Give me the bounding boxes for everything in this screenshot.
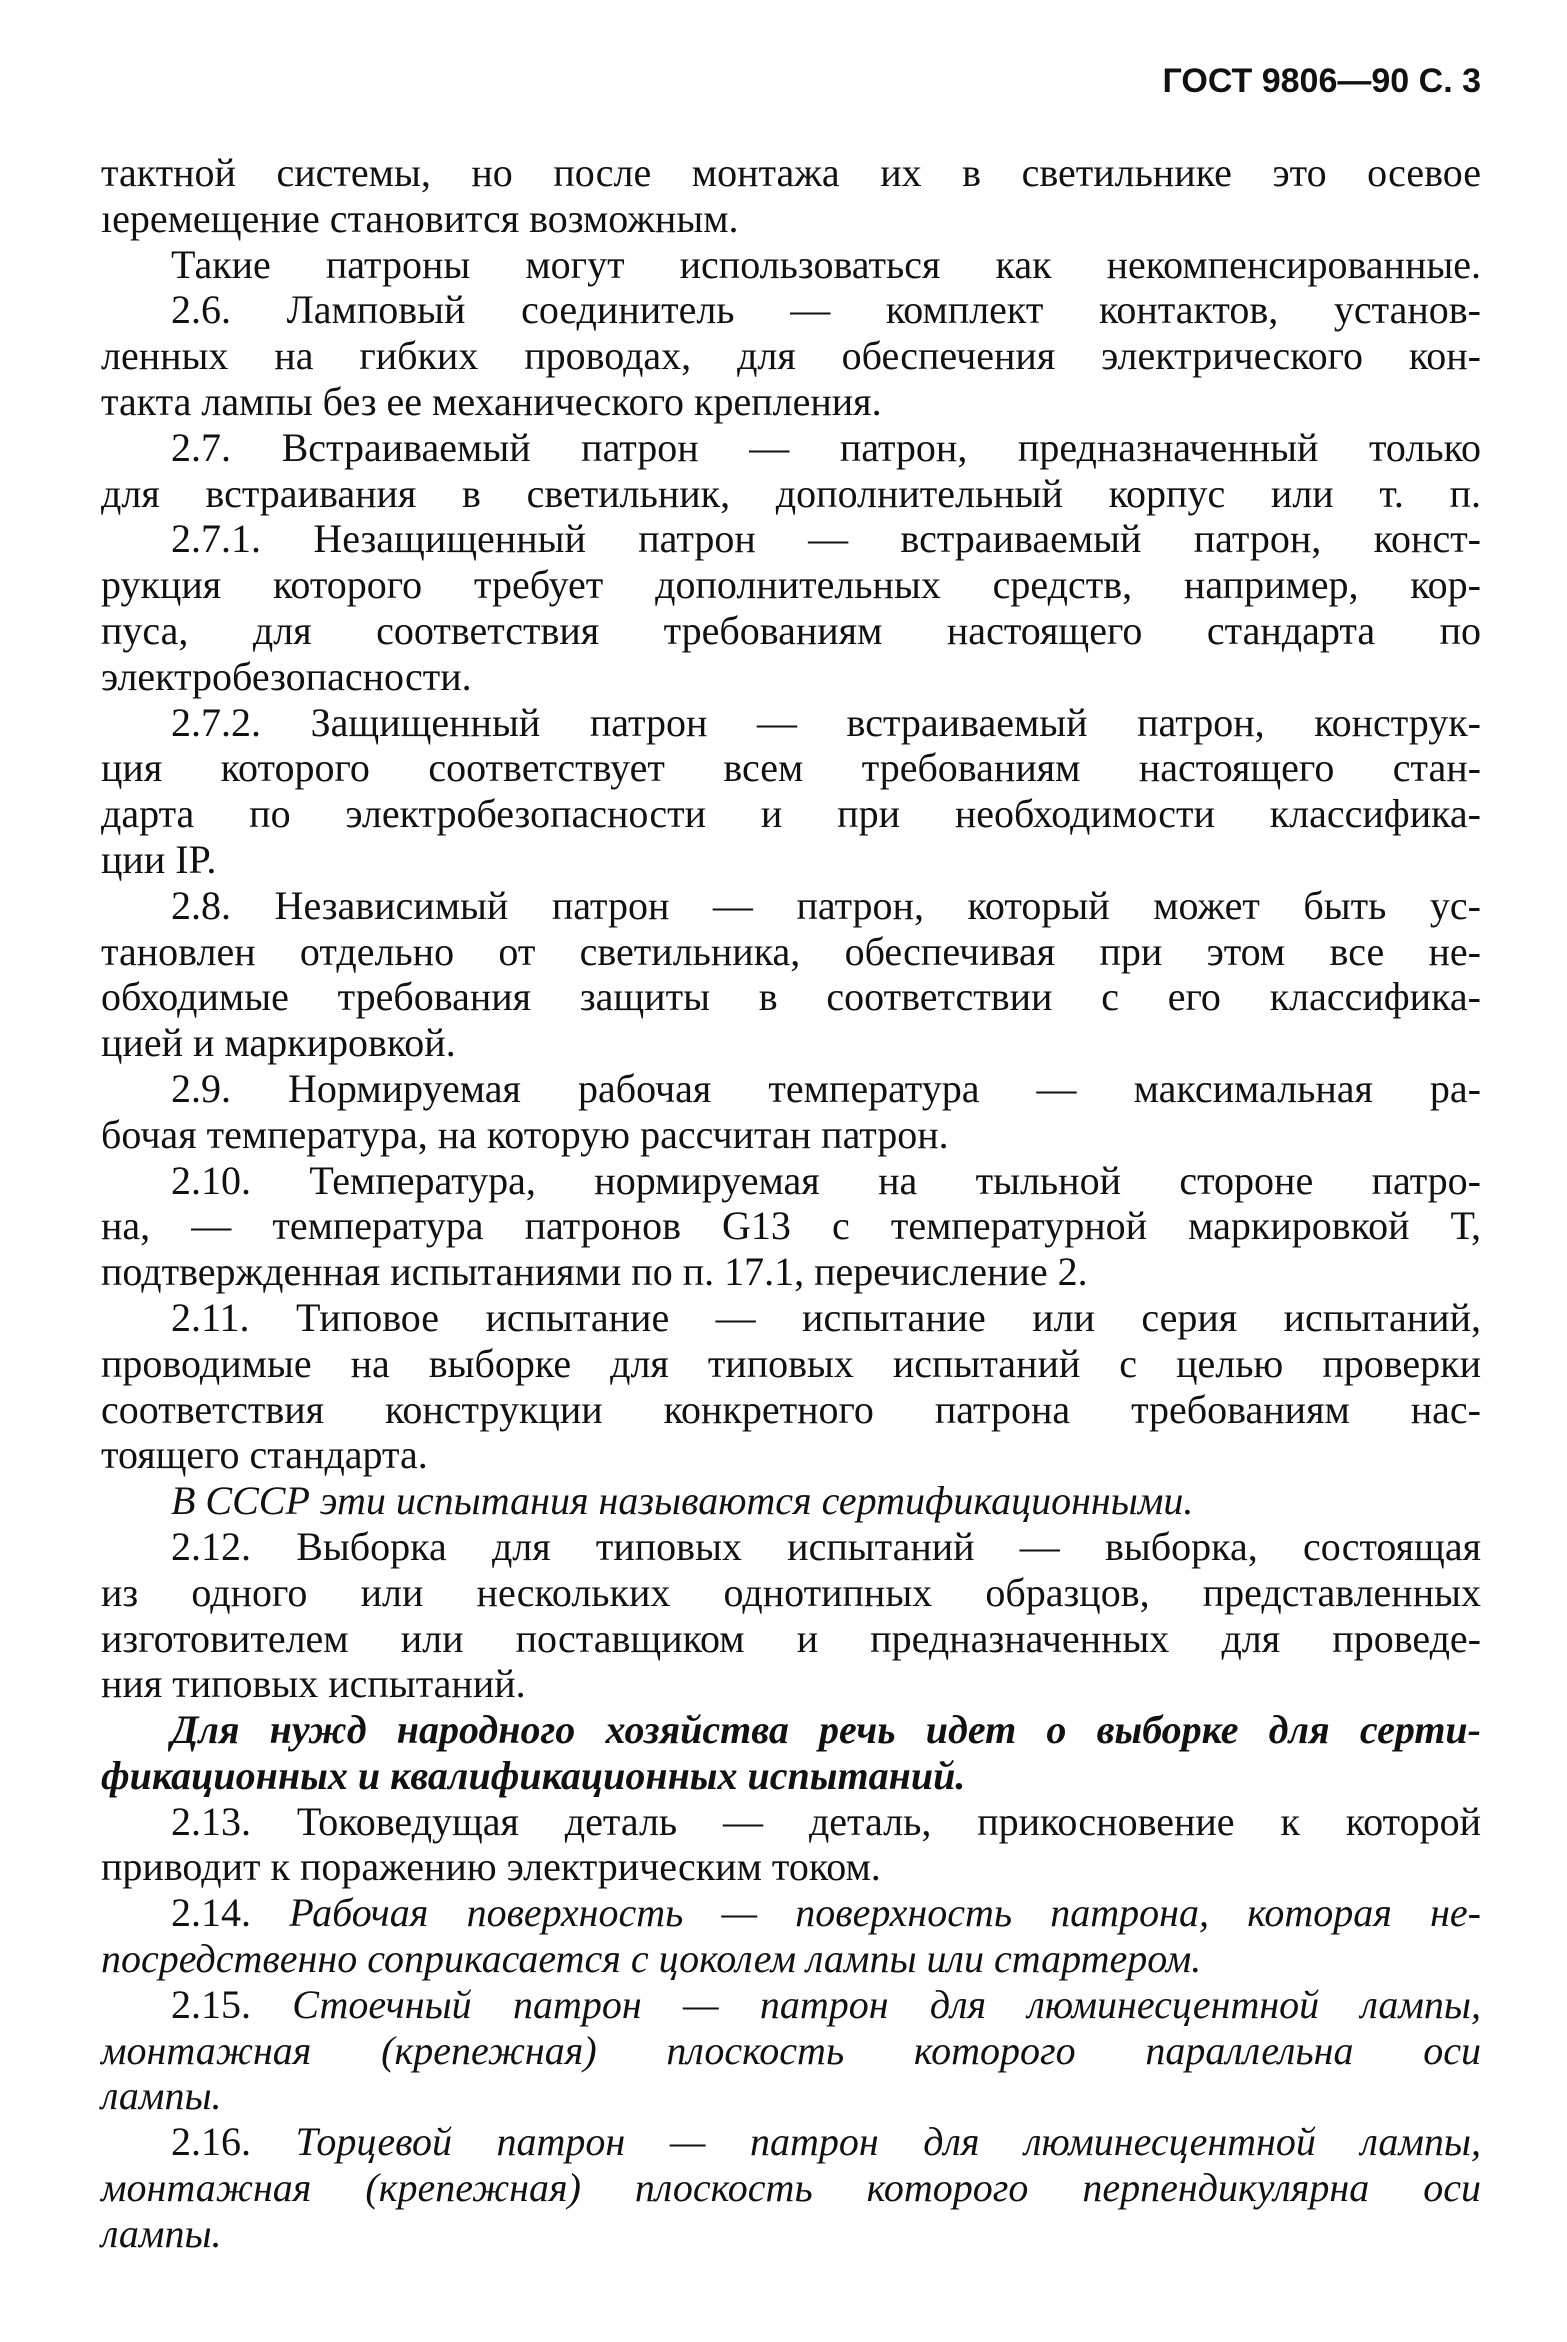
text-segment: обходимые требования защиты в соответствии с его классифика- <box>101 974 1481 1020</box>
text-line <box>101 608 1481 654</box>
text-line <box>101 471 1481 517</box>
text-line <box>101 516 1481 562</box>
text-segment: 2.13. Токоведущая деталь — деталь, прикосновение к которой <box>171 1798 1481 1844</box>
text-line <box>101 974 1481 1020</box>
text-line <box>101 1387 1481 1433</box>
text-segment: тоящего стандарта. <box>101 1432 428 1478</box>
text-segment: цией и маркировкой. <box>101 1020 456 1066</box>
text-line <box>101 1524 1481 1570</box>
text-line <box>101 379 1481 425</box>
text-line <box>101 425 1481 471</box>
text-segment: 2.10. Температура, нормируемая на тыльной стороне патро- <box>171 1157 1481 1203</box>
text-segment: монтажная (крепежная) плоскость которого параллельна оси <box>101 2027 1481 2073</box>
text-line <box>101 2211 1481 2257</box>
text-line <box>101 1936 1481 1982</box>
text-line <box>101 1570 1481 1616</box>
text-line <box>101 333 1481 379</box>
text-segment: проводимые на выборке для типовых испытаний с целью проверки <box>101 1340 1481 1386</box>
text-segment: 2.9. Нормируемая рабочая температура — максимальная ра- <box>171 1065 1481 1111</box>
text-segment: лампы. <box>101 2210 222 2256</box>
text-segment: электробезопасности. <box>101 653 472 699</box>
text-line <box>101 1066 1481 1112</box>
text-segment: тактной системы, но после монтажа их в светильнике это осевое <box>101 150 1481 195</box>
text-segment: ıеремещение становится возможным. <box>101 195 739 241</box>
text-line <box>101 1616 1481 1662</box>
text-line <box>101 1158 1481 1204</box>
text-segment: 2.8. Независимый патрон — патрон, который может быть ус- <box>171 882 1481 928</box>
text-segment: ции IP. <box>101 836 217 882</box>
text-segment: Стоечный патрон — патрон для люминесцентной лампы, <box>292 1981 1482 2027</box>
text-line <box>101 745 1481 791</box>
text-segment: рукция которого требует дополнительных средств, например, кор- <box>101 562 1481 608</box>
text-line <box>101 1112 1481 1158</box>
text-line <box>101 2119 1481 2165</box>
text-segment: ния типовых испытаний. <box>101 1661 526 1707</box>
text-segment: ция которого соответствует всем требованиям настоящего стан- <box>101 745 1481 791</box>
text-line <box>101 562 1481 608</box>
text-segment: тановлен отдельно от светильника, обеспечивая при этом все не- <box>101 928 1481 974</box>
text-segment: Торцевой патрон — патрон для люминесцентной лампы, <box>295 2119 1482 2165</box>
text-line <box>101 287 1481 333</box>
text-segment: фикационных и квалификационных испытаний. <box>101 1752 966 1798</box>
text-segment: 2.11. Типовое испытание — испытание или серия испытаний, <box>171 1294 1481 1340</box>
text-line <box>101 1799 1481 1845</box>
text-line <box>101 700 1481 746</box>
text-line <box>101 1890 1481 1936</box>
text-segment: из одного или нескольких однотипных образцов, представленных <box>101 1569 1481 1615</box>
text-line <box>101 1249 1481 1295</box>
text-segment: В СССР эти испытания называются сертификационными. <box>171 1478 1194 1524</box>
text-segment: монтажная (крепежная) плоскость которого перпендикулярна оси <box>101 2165 1481 2211</box>
text-segment: 2.14. <box>171 1890 290 1936</box>
text-segment: на, — температура патронов G13 с температурной маркировкой Т, <box>101 1203 1481 1249</box>
text-segment: бочая температура, на которую рассчитан патрон. <box>101 1111 949 1157</box>
text-line <box>101 929 1481 975</box>
text-segment: лампы. <box>101 2073 222 2119</box>
text-segment: Такие патроны могут использоваться как некомпенсированные. <box>171 241 1481 287</box>
text-line <box>101 1982 1481 2028</box>
text-line <box>101 242 1481 288</box>
text-segment: дарта по электробезопасности и при необходимости классифика- <box>101 791 1481 837</box>
text-segment: подтвержденная испытаниями по п. 17.1, перечисление 2. <box>101 1249 1088 1295</box>
text-line <box>101 150 1481 196</box>
text-segment: Рабочая поверхность — поверхность патрона, которая не- <box>289 1890 1482 1936</box>
text-line <box>101 1341 1481 1387</box>
text-line <box>101 1844 1481 1890</box>
text-segment: Для нужд народного хозяйства речь идет о выборке для серти- <box>171 1707 1481 1753</box>
text-line <box>101 1295 1481 1341</box>
text-segment: 2.7.1. Незащищенный патрон — встраиваемый патрон, конст- <box>171 516 1481 562</box>
text-line <box>101 837 1481 883</box>
text-segment: 2.7.2. Защищенный патрон — встраиваемый патрон, конструк- <box>171 699 1481 745</box>
text-line <box>101 2165 1481 2211</box>
text-line <box>101 1661 1481 1707</box>
text-line <box>101 1753 1481 1799</box>
text-segment: такта лампы без ее механического крепления. <box>101 378 882 424</box>
text-line <box>101 1707 1481 1753</box>
text-segment: приводит к поражению электрическим током. <box>101 1844 881 1890</box>
text-segment: 2.6. Ламповый соединитель — комплект контактов, установ- <box>171 287 1481 333</box>
text-line <box>101 1432 1481 1478</box>
text-segment: изготовителем или поставщиком и предназначенных для проведе- <box>101 1615 1481 1661</box>
text-line <box>101 654 1481 700</box>
document-body <box>101 150 1481 2257</box>
text-segment: 2.16. <box>171 2119 296 2165</box>
text-line <box>101 2073 1481 2119</box>
text-segment: для встраивания в светильник, дополнительный корпус или т. п. <box>101 470 1481 516</box>
running-header: ГОСТ 9806—90 С. 3 <box>1162 62 1481 100</box>
text-segment: 2.15. <box>171 1981 293 2027</box>
text-segment: 2.12. Выборка для типовых испытаний — выборка, состоящая <box>171 1523 1481 1569</box>
text-segment: соответствия конструкции конкретного патрона требованиям нас- <box>101 1386 1481 1432</box>
text-line <box>101 1020 1481 1066</box>
text-segment: ленных на гибких проводах, для обеспечения электрического кон- <box>101 333 1481 379</box>
text-line <box>101 1478 1481 1524</box>
text-line <box>101 196 1481 242</box>
text-line <box>101 791 1481 837</box>
text-segment: 2.7. Встраиваемый патрон — патрон, предназначенный только <box>171 424 1481 470</box>
text-segment: пуса, для соответствия требованиям настоящего стандарта по <box>101 607 1481 653</box>
text-segment: посредственно соприкасается с цоколем лампы или стартером. <box>101 1936 1202 1982</box>
text-line <box>101 883 1481 929</box>
text-line <box>101 2028 1481 2074</box>
text-line <box>101 1203 1481 1249</box>
